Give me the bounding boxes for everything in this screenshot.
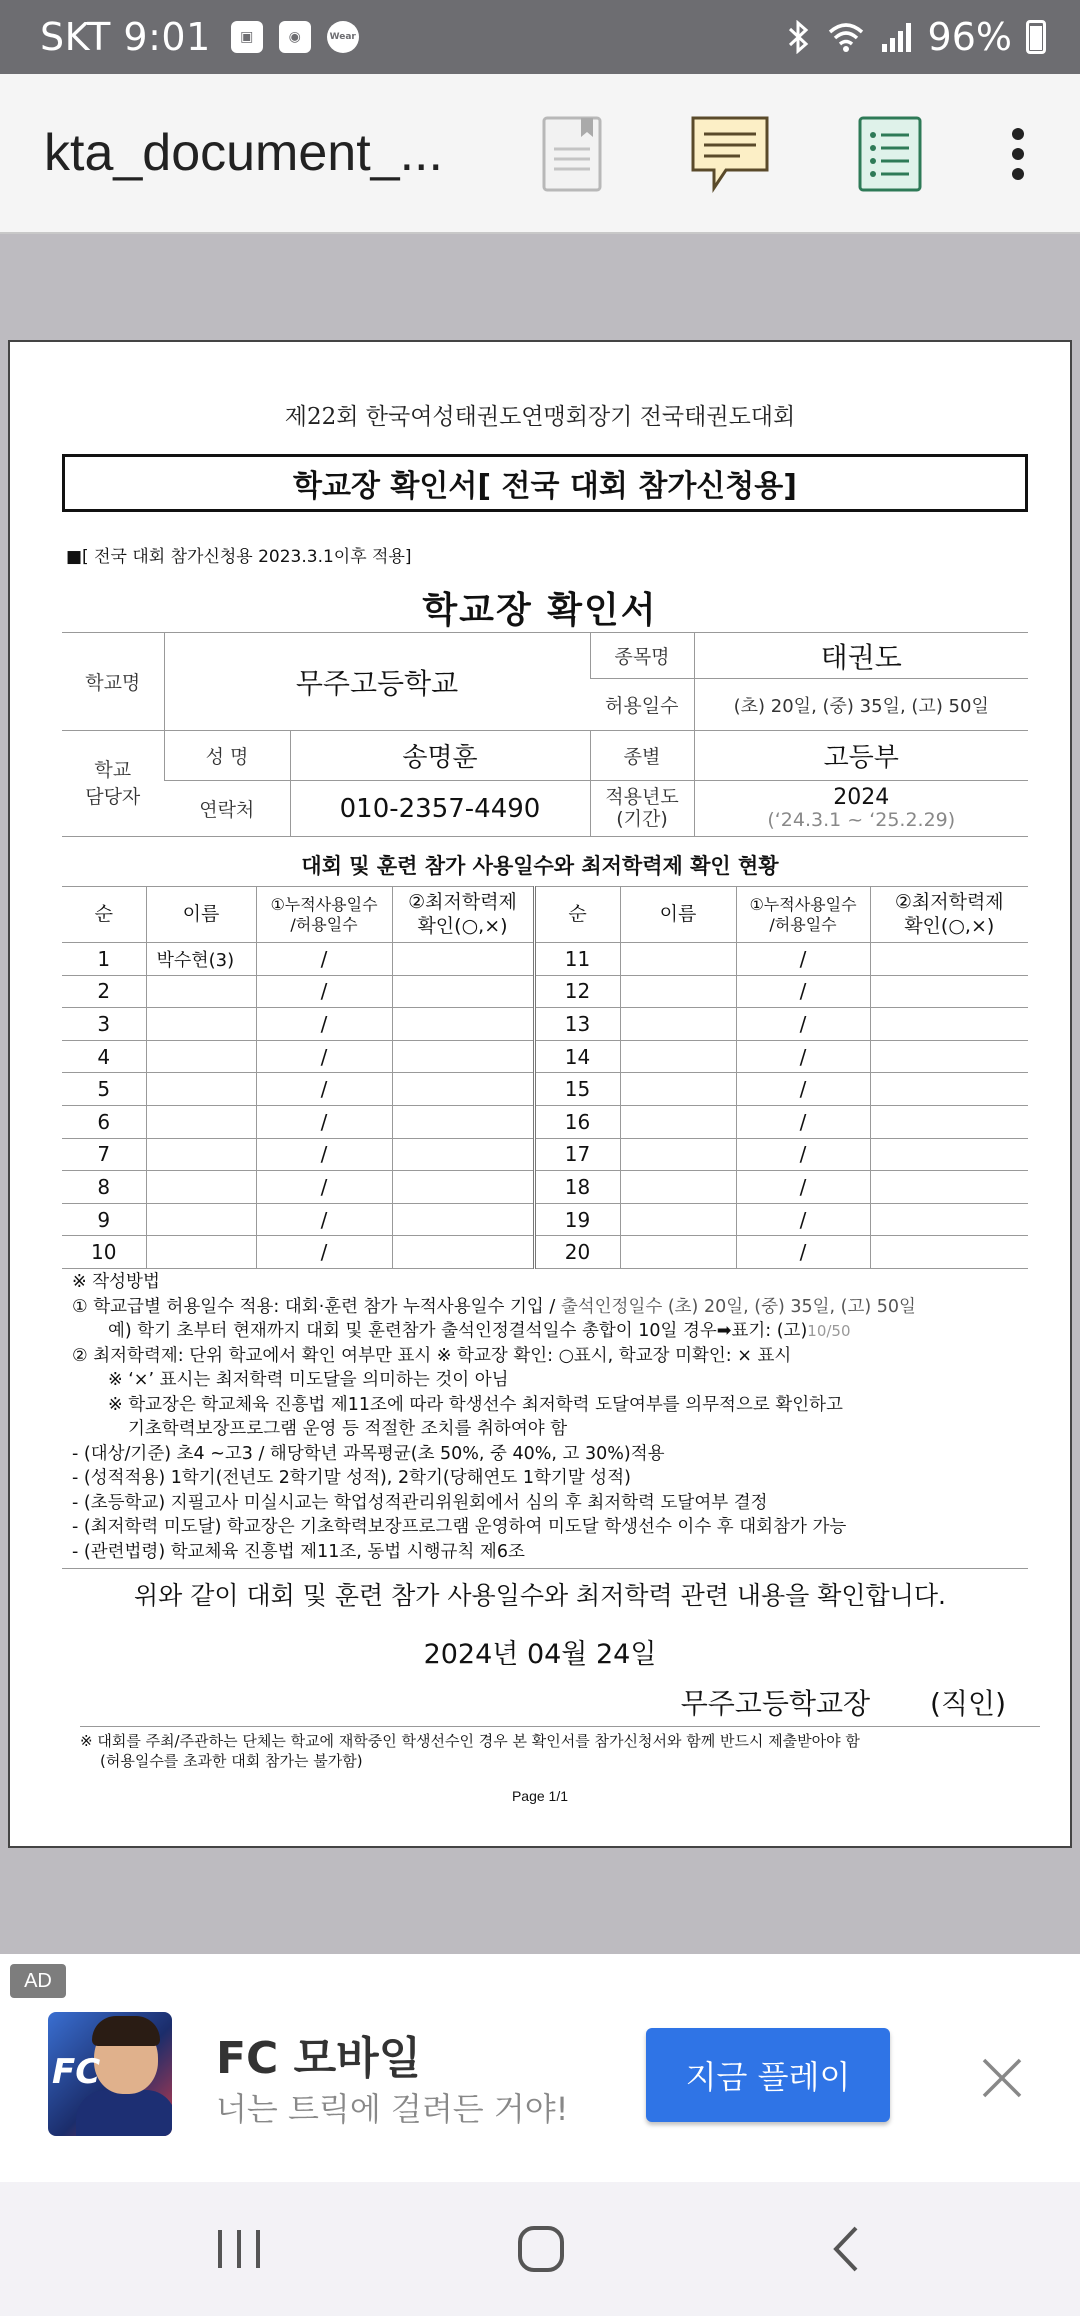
contact-value: 010-2357-4490 [290, 781, 590, 837]
header-used-days: ①누적사용일수 /허용일수 [256, 887, 392, 943]
bluetooth-icon [786, 20, 812, 54]
table-row [62, 975, 1028, 1008]
instruction-line: ※ 학교장은 학교체육 진흥법 제11조에 따라 학생선수 최저학력 도달여부를 의무적으로 확인하고 [108, 1394, 843, 1415]
document-viewer[interactable] [0, 234, 1080, 1954]
row-min-academic [392, 1073, 534, 1106]
ad-title[interactable]: FC 모바일 [216, 2033, 422, 2084]
row-min-academic [870, 1040, 1028, 1073]
school-label: 학교명 [62, 633, 164, 731]
row-min-academic [870, 1073, 1028, 1106]
row-used-days: / [256, 1073, 392, 1106]
row-name [146, 1105, 256, 1138]
ad-thumbnail[interactable] [48, 2012, 172, 2136]
row-number: 15 [534, 1073, 620, 1106]
row-number: 12 [534, 975, 620, 1008]
instruction-line: - (관련법령) 학교체육 진흥법 제11조, 동법 시행규칙 제6조 [72, 1541, 525, 1562]
more-icon [1010, 124, 1026, 184]
row-name [620, 975, 736, 1008]
status-bar [0, 0, 1080, 74]
division-value: 고등부 [694, 731, 1028, 781]
contact-label: 연락처 [164, 781, 290, 837]
status-time: SKT 9:01 [40, 15, 211, 59]
ad-thumb-logo: FC [52, 2052, 101, 2092]
year-label: 적용년도 (기간) [590, 781, 694, 837]
row-number: 1 [62, 943, 146, 976]
instruction-line: 예) 학기 초부터 현재까지 대회 및 훈련참가 출석인정결석일수 총합이 10일 경우➡표기: (고)10/50 [108, 1321, 851, 1341]
document-button[interactable] [536, 114, 608, 194]
division-label: 종별 [590, 731, 694, 781]
row-number: 2 [62, 975, 146, 1008]
row-min-academic [870, 943, 1028, 976]
instruction-line: - (최저학력 미도달) 학교장은 기초학력보장프로그램 운영하여 미도달 학생선수 이수 후 대회참가 가능 [72, 1517, 847, 1537]
ad-badge: AD [10, 1964, 66, 1998]
battery-percent: 96% [927, 15, 1012, 59]
row-used-days: / [736, 975, 870, 1008]
row-name [620, 1171, 736, 1204]
row-name [620, 1073, 736, 1106]
info-table [62, 632, 1028, 837]
navigation-bar [0, 2182, 1080, 2316]
divider [62, 1568, 1028, 1569]
home-button[interactable] [496, 2204, 586, 2294]
row-number: 8 [62, 1171, 146, 1204]
table-title: 대회 및 훈련 참가 사용일수와 최저학력제 확인 현황 [301, 854, 779, 878]
table-row [62, 1171, 1028, 1204]
header-used-days: ①누적사용일수 /허용일수 [736, 887, 870, 943]
row-used-days: / [256, 943, 392, 976]
footnote-line: ※ 대회를 주최/주관하는 단체는 학교에 재학중인 학생선수인 경우 본 확인서를 참가신청서와 함께 반드시 제출받아야 함 [80, 1732, 860, 1750]
document-heading: 학교장 확인서 [422, 590, 658, 631]
row-number: 16 [534, 1105, 620, 1138]
row-min-academic [870, 1008, 1028, 1041]
instructions [72, 1270, 1032, 1569]
row-used-days: / [736, 1203, 870, 1236]
row-min-academic [392, 943, 534, 976]
row-used-days: / [736, 1008, 870, 1041]
row-used-days: / [736, 943, 870, 976]
footnote-line: (허용일수를 초과한 대회 참가는 불가함) [100, 1752, 363, 1770]
row-name [146, 1040, 256, 1073]
row-name [146, 975, 256, 1008]
row-min-academic [392, 1236, 534, 1269]
app-bar [0, 74, 1080, 234]
year-period: (‘24.3.1 ~ ‘25.2.29) [767, 809, 956, 832]
row-number: 3 [62, 1008, 146, 1041]
row-number: 5 [62, 1073, 146, 1106]
row-number: 19 [534, 1203, 620, 1236]
document-page [8, 340, 1072, 1848]
instruction-line: ① 학교급별 허용일수 적용: 대회·훈련 참가 누적사용일수 기입 / 출석인정일수 (초) 20일, (중) 35일, (고) 50일 [72, 1296, 916, 1317]
row-min-academic [870, 1105, 1028, 1138]
form-title: 학교장 확인서[ 전국 대회 참가신청용] [62, 454, 1028, 512]
row-used-days: / [256, 1171, 392, 1204]
row-number: 20 [534, 1236, 620, 1269]
list-icon [857, 115, 923, 193]
row-number: 10 [62, 1236, 146, 1269]
header-no: 순 [62, 887, 146, 943]
header-no: 순 [534, 887, 620, 943]
header-min-academic: ②최저학력제 확인(○,×) [392, 887, 534, 943]
document-icon [541, 115, 603, 193]
row-name [146, 1073, 256, 1106]
table-row [62, 1203, 1028, 1236]
header-name: 이름 [146, 887, 256, 943]
row-used-days: / [256, 975, 392, 1008]
document-date: 2024년 04월 24일 [423, 1639, 657, 1670]
school-value: 무주고등학교 [164, 633, 590, 731]
row-used-days: / [736, 1138, 870, 1171]
row-used-days: / [256, 1040, 392, 1073]
comment-icon [690, 114, 770, 194]
name-value: 송명훈 [290, 731, 590, 781]
event-value: 태권도 [694, 633, 1028, 679]
row-min-academic [870, 1171, 1028, 1204]
confirm-text: 위와 같이 대회 및 훈련 참가 사용일수와 최저학력 관련 내용을 확인합니다. [134, 1581, 946, 1610]
row-name [620, 943, 736, 976]
row-name [620, 1040, 736, 1073]
ad-play-button[interactable]: 지금 플레이 [646, 2028, 890, 2122]
instruction-line: - (성적적용) 1학기(전년도 2학기말 성적), 2학기(당해연도 1학기말 성적) [72, 1468, 631, 1488]
row-min-academic [870, 1236, 1028, 1269]
allowed-days-value: (초) 20일, (중) 35일, (고) 50일 [694, 679, 1028, 731]
row-min-academic [392, 975, 534, 1008]
row-used-days: / [256, 1008, 392, 1041]
wear-icon: Wear [327, 21, 359, 53]
row-name [146, 1236, 256, 1269]
row-used-days: / [256, 1138, 392, 1171]
alarm-icon: ◉ [279, 21, 311, 53]
row-min-academic [392, 1008, 534, 1041]
row-min-academic [392, 1105, 534, 1138]
battery-icon [1026, 20, 1046, 54]
row-number: 4 [62, 1040, 146, 1073]
recents-button[interactable] [194, 2204, 284, 2294]
row-name [620, 1138, 736, 1171]
row-used-days: / [736, 1073, 870, 1106]
name-label: 성 명 [164, 731, 290, 781]
row-number: 17 [534, 1138, 620, 1171]
image-icon: ▣ [231, 21, 263, 53]
table-row [62, 1105, 1028, 1138]
row-name [146, 1171, 256, 1204]
table-row [62, 1138, 1028, 1171]
page-number: Page 1/1 [511, 1788, 569, 1804]
ad-close-button[interactable] [974, 2050, 1030, 2106]
wifi-icon [826, 20, 866, 54]
close-icon [974, 2050, 1030, 2106]
row-min-academic [870, 1138, 1028, 1171]
document-title: kta_document_... [44, 124, 443, 182]
comment-button[interactable] [690, 114, 770, 194]
row-name [146, 1008, 256, 1041]
recents-icon [214, 2226, 264, 2272]
year-value: 2024 [833, 784, 890, 810]
row-number: 11 [534, 943, 620, 976]
ad-description: 너는 트릭에 걸려든 거야! [216, 2090, 569, 2128]
row-used-days: / [256, 1236, 392, 1269]
row-used-days: / [736, 1040, 870, 1073]
row-name: 박수현(3) [146, 943, 256, 976]
header-min-academic: ②최저학력제 확인(○,×) [870, 887, 1028, 943]
row-number: 7 [62, 1138, 146, 1171]
ad-banner[interactable] [0, 1954, 1080, 2182]
row-used-days: / [736, 1236, 870, 1269]
more-button[interactable] [982, 114, 1054, 194]
table-row [62, 1236, 1028, 1269]
event-label: 종목명 [590, 633, 694, 679]
row-name [620, 1008, 736, 1041]
table-row [62, 1008, 1028, 1041]
usage-table [62, 886, 1028, 1269]
row-number: 18 [534, 1171, 620, 1204]
row-name [146, 1138, 256, 1171]
instruction-line: ※ ‘×’ 표시는 최저학력 미도달을 의미하는 것이 아님 [108, 1370, 509, 1390]
row-number: 14 [534, 1040, 620, 1073]
table-row [62, 943, 1028, 976]
row-name [620, 1236, 736, 1269]
seal: (직인) [930, 1687, 1006, 1720]
row-used-days: / [736, 1105, 870, 1138]
row-number: 13 [534, 1008, 620, 1041]
row-used-days: / [256, 1203, 392, 1236]
row-min-academic [870, 975, 1028, 1008]
list-button[interactable] [854, 114, 926, 194]
row-min-academic [870, 1203, 1028, 1236]
row-name [146, 1203, 256, 1236]
row-used-days: / [736, 1171, 870, 1204]
allowed-days-label: 허용일수 [590, 679, 694, 731]
header-name: 이름 [620, 887, 736, 943]
applied-note: ■[ 전국 대회 참가신청용 2023.3.1이후 적용] [66, 547, 412, 567]
instructions-heading: ※ 작성방법 [72, 1272, 160, 1292]
instruction-line: 기초학력보장프로그램 운영 등 적절한 조치를 취하여야 함 [128, 1419, 568, 1439]
row-min-academic [392, 1203, 534, 1236]
event-title: 제22회 한국여성태권도연맹회장기 전국태권도대회 [284, 404, 796, 430]
table-row [62, 1040, 1028, 1073]
manager-label: 학교 담당자 [62, 731, 164, 837]
row-number: 6 [62, 1105, 146, 1138]
back-icon [828, 2224, 862, 2274]
year-cell [694, 781, 1028, 837]
instruction-line: - (초등학교) 지필고사 미실시교는 학업성적관리위원회에서 심의 후 최저학력 도달여부 결정 [72, 1492, 768, 1513]
home-icon [516, 2224, 566, 2274]
footnote [80, 1726, 1040, 1771]
row-name [620, 1203, 736, 1236]
signal-icon [880, 20, 914, 54]
principal-signature: 무주고등학교장 (직인) [680, 1687, 1006, 1720]
row-name [620, 1105, 736, 1138]
row-min-academic [392, 1138, 534, 1171]
back-button[interactable] [800, 2204, 890, 2294]
instruction-line: ② 최저학력제: 단위 학교에서 확인 여부만 표시 ※ 학교장 확인: ○표시, 학교장 미확인: × 표시 [72, 1345, 792, 1366]
table-row [62, 1073, 1028, 1106]
row-used-days: / [256, 1105, 392, 1138]
instruction-line: - (대상/기준) 초4 ~고3 / 해당학년 과목평균(초 50%, 중 40%, 고 30%)적용 [72, 1443, 665, 1464]
row-number: 9 [62, 1203, 146, 1236]
row-min-academic [392, 1171, 534, 1204]
row-min-academic [392, 1040, 534, 1073]
